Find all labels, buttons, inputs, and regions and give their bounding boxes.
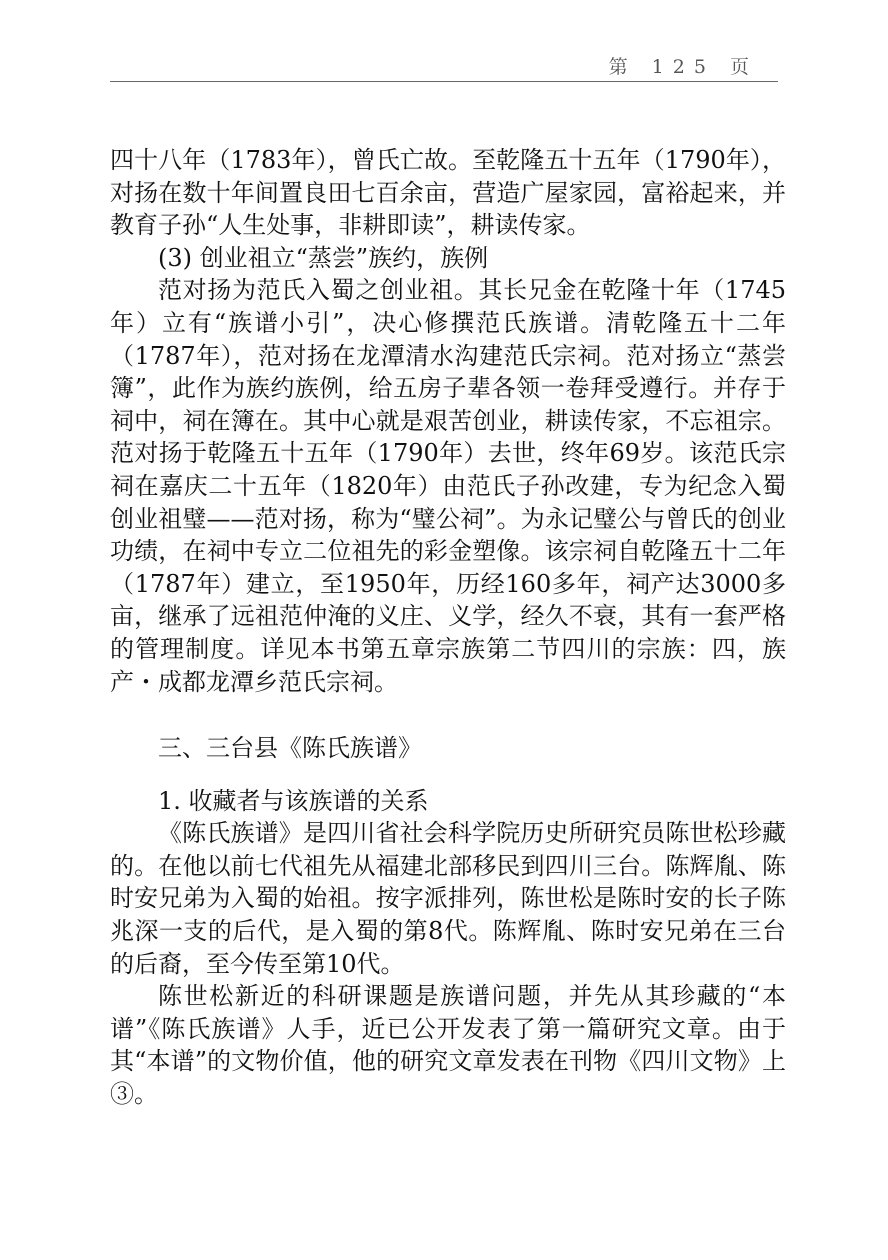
subheading-3: (3) 创业祖立“蒸尝”族约，族例 xyxy=(158,243,489,272)
paragraph-4: 陈世松新近的科研课题是族谱问题，并先从其珍藏的“本谱”《陈氏族谱》人手，近已公开发表了第一篇研究文章。由于其“本谱”的文物价值，他的研究文章发表在刊物《四川文物》上③。 xyxy=(110,982,786,1109)
paragraph-2: 范对扬为范氏入蜀之创业祖。其长兄金在乾隆十年（1745年）立有“族谱小引”，决心修撰范氏族谱。清乾隆五十二年（1787年），范对扬在龙潭清水沟建范氏宗祠。范对扬立“蒸尝簿”，此作为族约族例，给五房子辈各领一卷拜受遵行。并存于祠中，祠在簿在。其中心就是艰苦创业，耕读传家，不忘祖宗。范对扬于乾隆五十五年（1790年）去世，终年69岁。该范氏宗祠在嘉庆二十五年（1820年）由范氏子孙改建，专为纪念入蜀创业祖璧——范对扬，称为“璧公祠”。为永记璧公与曾氏的创业功绩，在祠中专立二位祖先的彩金塑像。该宗祠自乾隆五十二年（1787年）建立，至1950年，历经160多年，祠产达3000多亩，继承了远祖范仲淹的义庄、义学，经久不衰，其有一套严格的管理制度。详见本书第五章宗族第二节四川的宗族：四，族产・成都龙潭乡范氏宗祠。 xyxy=(110,276,786,696)
paragraph-3: 《陈氏族谱》是四川省社会科学院历史所研究员陈世松珍藏的。在他以前七代祖先从福建北部移民到四川三台。陈辉胤、陈时安兄弟为入蜀的始祖。按字派排列，陈世松是陈时安的长子陈兆深一支的后代，是入蜀的第8代。陈辉胤、陈时安兄弟在三台的后裔，至今传至第10代。 xyxy=(110,819,786,978)
section-heading: 三、三台县《陈氏族谱》 xyxy=(158,734,422,763)
page-header xyxy=(0,0,888,84)
header-rule xyxy=(110,81,778,82)
paragraph-1: 四十八年（1783年），曾氏亡故。至乾隆五十五年（1790年），对扬在数十年间置良田七百余亩，营造广屋家园，富裕起来，并教育子孙“人生处事，非耕即读”，耕读传家。 xyxy=(110,146,786,240)
document-body xyxy=(110,144,786,1111)
page-number: 第 125 页 xyxy=(608,56,758,78)
subheading-1: 1. 收藏者与该族谱的关系 xyxy=(158,786,429,815)
